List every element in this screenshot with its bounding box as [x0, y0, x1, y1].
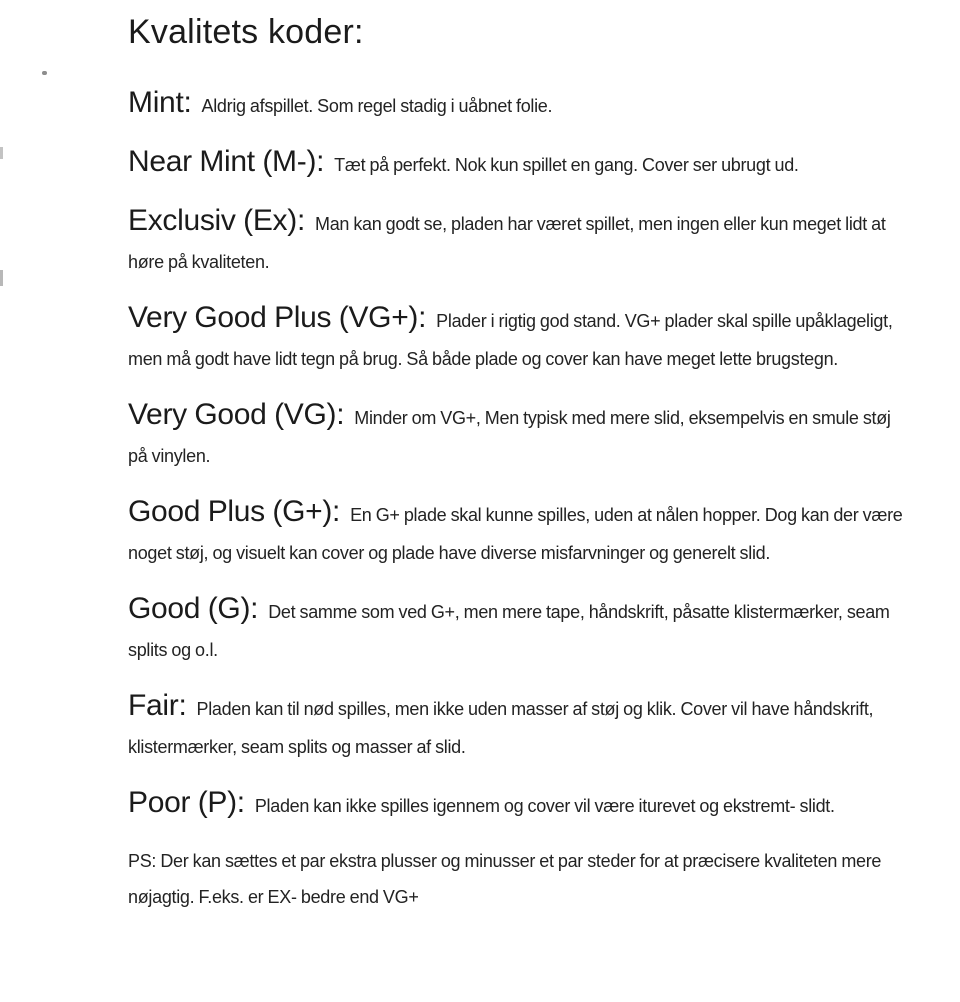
grade-description-poor: Pladen kan ikke spilles igennem og cover vil være iturevet og ekstremt- slidt.: [254, 796, 835, 816]
grade-entry-good-plus: [128, 493, 908, 572]
grade-description-very-good: Minder om VG+, Men typisk med mere slid, eksempelvis en smule støj på vinylen.: [128, 408, 891, 466]
grade-entry-poor: [128, 784, 908, 825]
grade-term-mint: Mint:: [128, 86, 192, 119]
grade-description-good-plus: En G+ plade skal kunne spilles, uden at nålen hopper. Dog kan der være noget støj, og visuelt kan cover og plade have diverse misfarvninger og generelt slid.: [128, 505, 903, 563]
grade-entry-near-mint: [128, 143, 908, 184]
grade-entry-good: [128, 590, 908, 669]
page-title: Kvalitets koder:: [128, 13, 364, 51]
grade-description-exclusiv: Man kan godt se, pladen har været spillet, men ingen eller kun meget lidt at høre på kvaliteten.: [128, 214, 886, 272]
grade-term-poor: Poor (P):: [128, 786, 245, 819]
grade-description-very-good-plus: Plader i rigtig god stand. VG+ plader skal spille upåklageligt, men må godt have lidt tegn på brug. Så både plade og cover kan have meget lette brugstegn.: [128, 311, 893, 369]
grade-entry-very-good: [128, 396, 908, 475]
grade-description-near-mint: Tæt på perfekt. Nok kun spillet en gang. Cover ser ubrugt ud.: [334, 155, 799, 175]
grade-description-mint: Aldrig afspillet. Som regel stadig i uåbnet folie.: [201, 96, 553, 116]
grade-term-exclusiv: Exclusiv (Ex):: [128, 204, 305, 237]
grade-term-very-good: Very Good (VG):: [128, 398, 345, 431]
grade-term-good-plus: Good Plus (G+):: [128, 495, 341, 528]
grade-entry-very-good-plus: [128, 299, 908, 378]
grade-description-good: Det samme som ved G+, men mere tape, håndskrift, påsatte klistermærker, seam splits og o.l.: [128, 602, 890, 660]
scan-artifact-edge-mark: [0, 147, 3, 159]
grade-description-fair: Pladen kan til nød spilles, men ikke uden masser af støj og klik. Cover vil have håndskrift, klistermærker, seam splits og masser af slid.: [128, 699, 874, 757]
scan-artifact-dot: [42, 71, 47, 75]
grade-term-fair: Fair:: [128, 689, 187, 722]
document-body: [128, 10, 908, 915]
postscript-note: PS: Der kan sættes et par ekstra plusser og minusser et par steder for at præcisere kvaliteten mere nøjagtig. F.eks. er EX- bedre end VG+: [128, 851, 882, 907]
grade-entry-fair: [128, 687, 908, 766]
scan-artifact-edge-mark: [0, 270, 3, 286]
grade-entry-mint: [128, 84, 908, 125]
grade-term-near-mint: Near Mint (M-):: [128, 145, 325, 178]
grade-term-good: Good (G):: [128, 592, 259, 625]
grade-entry-exclusiv: [128, 202, 908, 281]
grade-term-very-good-plus: Very Good Plus (VG+):: [128, 301, 427, 334]
